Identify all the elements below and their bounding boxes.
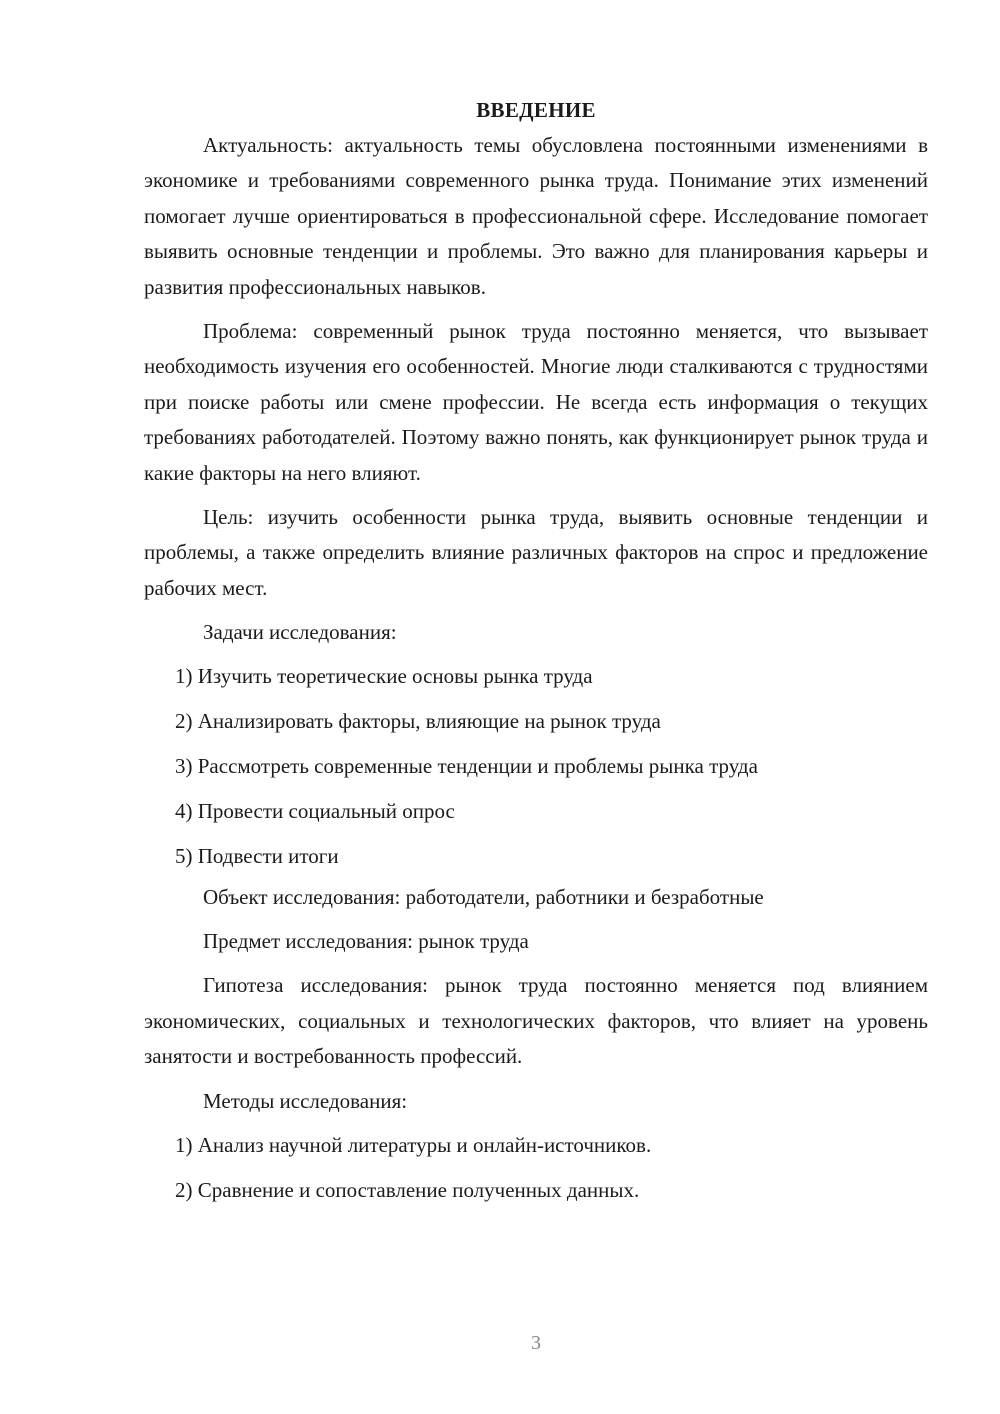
tasks-list (144, 659, 928, 874)
list-item: 1) Анализ научной литературы и онлайн-источников. (175, 1132, 652, 1157)
subject-line: Предмет исследования: рынок труда (203, 929, 529, 954)
relevance-paragraph: Актуальность: актуальность темы обусловлена постоянными изменениями в экономике и требованиями современного рынка труда. Понимание этих изменений помогает лучше ориентироваться в профессиональной сфере. Исследование помогает выявить основные тенденции и проблемы. Это важно для планирования карьеры и развития профессиональных навыков. (144, 133, 928, 299)
list-item: 4) Провести социальный опрос (175, 799, 455, 824)
list-item: 1) Изучить теоретические основы рынка труда (175, 664, 593, 689)
object-line: Объект исследования: работодатели, работники и безработные (203, 885, 764, 910)
list-item: 2) Сравнение и сопоставление полученных данных. (175, 1177, 640, 1202)
list-item: 3) Рассмотреть современные тенденции и проблемы рынка труда (175, 754, 758, 779)
list-item: 2) Анализировать факторы, влияющие на рынок труда (175, 709, 661, 734)
goal-paragraph: Цель: изучить особенности рынка труда, выявить основные тенденции и проблемы, а также определить влияние различных факторов на спрос и предложение рабочих мест. (144, 505, 928, 600)
page-number: 3 (531, 1332, 541, 1354)
methods-heading: Методы исследования: (203, 1088, 408, 1113)
section-title: ВВЕДЕНИЕ (476, 98, 596, 122)
methods-list (144, 1128, 928, 1208)
page-content (144, 94, 928, 1218)
hypothesis-paragraph: Гипотеза исследования: рынок труда постоянно меняется под влиянием экономических, социальных и технологических факторов, что влияет на уровень занятости и востребованность профессий. (144, 973, 928, 1069)
list-item: 5) Подвести итоги (175, 844, 339, 869)
tasks-heading: Задачи исследования: (203, 620, 397, 645)
problem-paragraph: Проблема: современный рынок труда постоянно меняется, что вызывает необходимость изучения его особенностей. Многие люди сталкиваются с трудностями при поиске работы или смене профессии. Не всегда есть информация о текущих требованиях работодателей. Поэтому важно понять, как функционирует рынок труда и какие факторы на него влияют. (144, 319, 928, 485)
